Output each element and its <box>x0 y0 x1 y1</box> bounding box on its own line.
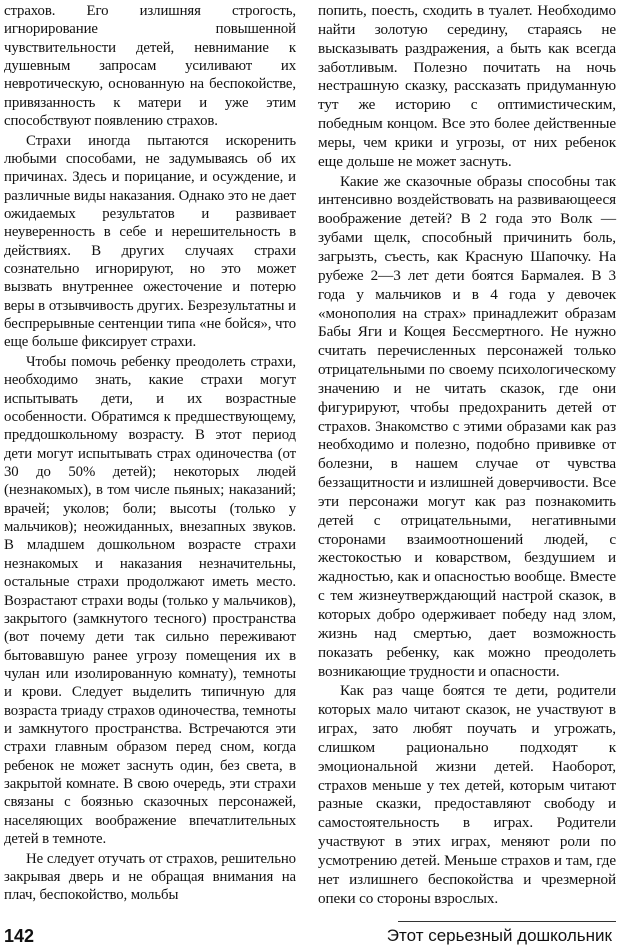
paragraph: Чтобы помочь ребенку преодолеть страхи, необходимо знать, какие страхи могут испытывать дети, и их возрастные особенности. Обратимся к предшествующему, преддошкольному возрасту. В этот период дети могут испытывать страх одиночества (от 30 до 50% детей); некоторых людей (незнакомых), в том числе пьяных; наказаний; врачей; уколов; боли; высоты (только у мальчиков); неожиданных, внезапных звуков. В младшем дошкольном возрасте страхи незнакомых и наказания незначительны, остальные страхи продолжают иметь место. Возрастают страхи воды (только у мальчиков), закрытого (замкнутого тесного) пространства (вот почему дети так сильно переживают бытовавшую ранее угрозу помещения их в чулан или изолированную комнату), темноты и крови. Следует выделить типичную для возраста триаду страхов одиночества, темноты и замкнутого пространства. Встречаются эти страхи главным образом перед сном, когда ребенок не может заснуть один, без света, в закрытой комнате. В свою очередь, эти страхи связаны с боязнью сказочных персонажей, населяющих воображение впечатлительных детей в темноте. <box>4 353 296 848</box>
paragraph: Страхи иногда пытаются искоренить любыми способами, не задумываясь об их причинах. Здесь и порицание, и осуждение, и различные виды наказания. Однако это не дает ожидаемых результатов и развивает неуверенность в себе и нерешительность в действиях. В других случаях страхи сознательно игнорируют, но это может вызвать внутреннее ожесточение и потерю веры в отзывчивость других. Безрезультатны и беспрерывные сентенции типа «не бойся», что еще больше фиксирует страхи. <box>4 132 296 351</box>
paragraph: Как раз чаще боятся те дети, родители которых мало читают сказок, не участвуют в играх, зато любят поучать и угрожать, слишком рационально подходят к эмоциональной жизни детей. Наоборот, страхов меньше у тех детей, которым читают разные сказки, предоставляют свободу и самостоятельность в играх. Родители участвуют в этих играх, меняют роли по усмотрению детей. Меньше страхов и там, где нет излишнего беспокойства и чрезмерной опеки со стороны взрослых. <box>318 682 616 907</box>
right-text-column <box>318 2 616 909</box>
paragraph: попить, поесть, сходить в туалет. Необходимо найти золотую середину, стараясь не высказывать раздражения, а быть как всегда заботливым. Полезно почитать на ночь нестрашную сказку, рассказать придуманную тут же историю с оптимистическим, победным концом. Все это более действенные меры, чем крики и угрозы, от них ребенок еще дольше не может заснуть. <box>318 2 616 170</box>
page-number: 142 <box>4 926 35 946</box>
paragraph: страхов. Его излишняя строгость, игнорирование повышенной чувствительности детей, невнимание к душевным запросам усиливают их невротическую, основанную на беспокойстве, привязанность к матери и уже этим способствуют появлению страхов. <box>4 3 296 130</box>
page-footer <box>0 918 620 948</box>
paragraph: Какие же сказочные образы способны так интенсивно воздействовать на развивающееся воображение детей? В 2 года это Волк — зубами щелк, способный причинить боль, загрызть, съесть, как Красную Шапочку. На рубеже 2—3 лет дети боятся Бармалея. В 3 года у мальчиков и в 4 года у девочек «монополия на страх» принадлежит образам Бабы Яги и Кощея Бессмертного. Не нужно считать перечисленных персонажей только отрицательными по своему психологическому значению и не читать сказок, где они фигурируют, чтобы предохранить детей от страхов. Знакомство с этими образами как раз необходимо и полезно, подобно прививке от болезни, в нашем случае от чувства беззащитности и излишней доверчивости. Все эти персонажи могут как раз познакомить детей с отрицательными, негативными сторонами взаимоотношений людей, с жестокостью и коварством, бездушием и жадностью, как и опасностью вообще. Вместе с тем жизнеутверждающий настрой сказок, в которых добро одерживает победу над злом, жизнь над смертью, дает возможность показать ребенку, как можно преодолеть возникающие трудности и опасности. <box>318 172 616 680</box>
paragraph: Не следует отучать от страхов, решительно закрывая дверь и не обращая внимания на плач, беспокойство, мольбы <box>4 850 296 904</box>
running-title: Этот серьезный дошкольник <box>386 926 612 945</box>
footer-divider <box>398 921 616 922</box>
left-text-column <box>4 2 296 905</box>
